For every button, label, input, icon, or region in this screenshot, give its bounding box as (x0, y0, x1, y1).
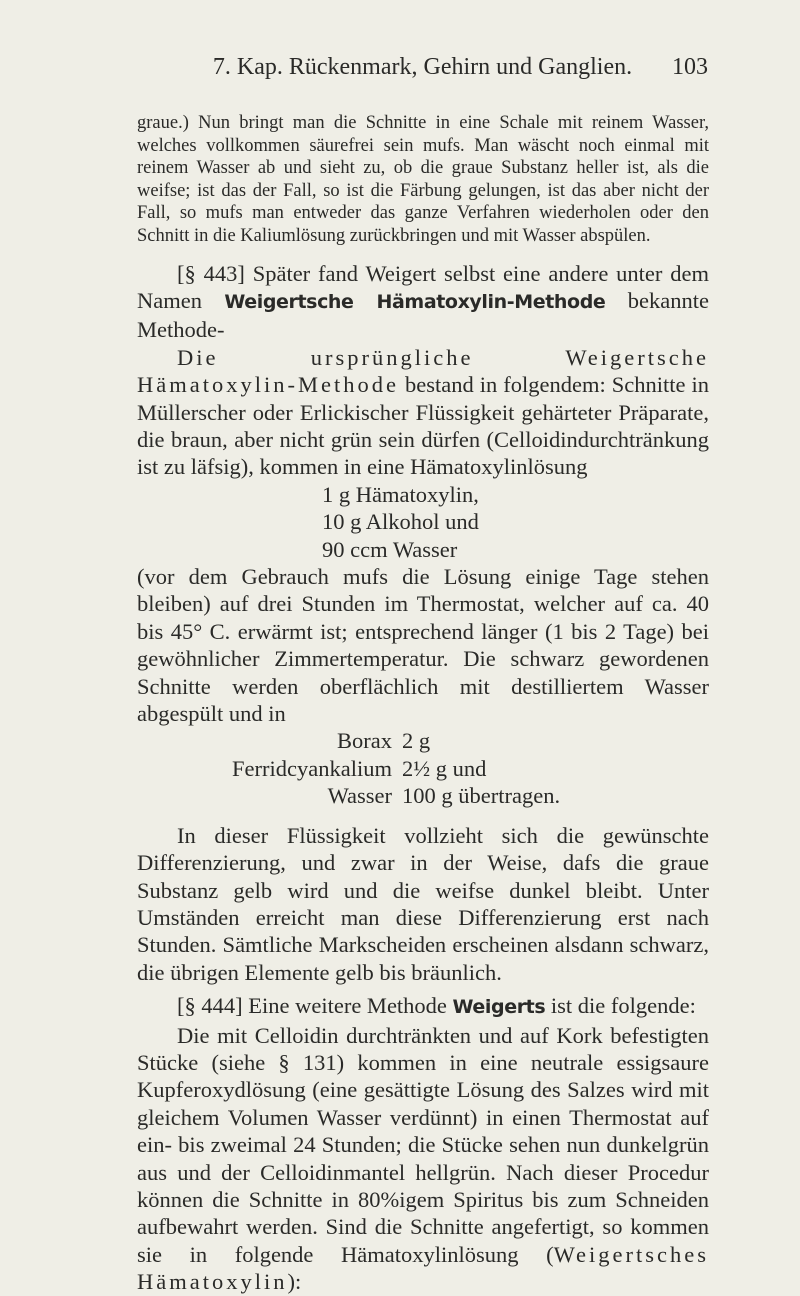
ingredient-name: Borax (337, 728, 392, 754)
paragraph-section-444 (137, 992, 709, 1021)
paragraph-text: bestand in folgendem: Schnitte in Müllerscher oder Erlickischer Flüssigkeit gehärteter Präparate, die braun, aber nicht grün sein dürfen (Celloidindurchtränkung ist zu läfsig), kommen in eine Hämatoxylinlösung (137, 372, 709, 480)
paragraph-text: Eine weitere Methode (242, 993, 453, 1019)
paragraph-continuation: graue.) Nun bringt man die Schnitte in eine Schale mit reinem Wasser, welches vollkommen säurefrei sein mufs. Man wäscht noch einmal mit reinem Wasser ab und sieht zu, ob die graue Substanz heller ist, als die weifse; ist das der Fall, so ist die Färbung gelungen, ist das aber nicht der Fall, so mufs man entweder das ganze Verfahren wiederholen oder den Schnitt in die Kaliumlösung zurückbringen und mit Wasser abspülen. (137, 113, 709, 246)
recipe-line: 90 ccm Wasser (322, 536, 458, 562)
recipe-hematoxylin (137, 481, 709, 563)
paragraph-text: ist die folgende: (545, 993, 696, 1019)
recipe-borax (137, 727, 709, 809)
method-name-spaced: Weigertsches Hämatoxylin (137, 1241, 709, 1295)
ingredient-amount: 2½ g und (402, 755, 487, 781)
running-header (137, 52, 708, 82)
paragraph-text: Die mit Celloidin durchtränkten und auf Kork befestigten Stücke (siehe § 131) kommen in eine neutrale essigsaure Kupferoxydlösung (eine gesättigte Lösung des Salzes wird mit gleichem Volumen Wasser verdünnt) in einen Thermostat auf ein- bis zweimal 24 Stunden; die Stücke sehen nun dunkelgrün aus und der Celloidinmantel hellgrün. Nach dieser Procedur können die Schnitte in 80%igem Spiritus bis zum Schneiden aufbewahrt werden. Sind die Schnitte angefertigt, so kommen sie in folgende Hämatoxylinlösung ( (137, 1022, 709, 1267)
recipe-line: 1 g Hämatoxylin, (322, 481, 479, 507)
page-body (137, 112, 709, 1296)
paragraph-original-method (137, 344, 709, 481)
recipe-line: 10 g Alkohol und (322, 509, 479, 535)
section-ref: [§ 444] (177, 993, 243, 1019)
paragraph-text: ): (287, 1269, 302, 1295)
ingredient-amount: 100 g übertragen. (402, 783, 561, 809)
ingredient-amount: 2 g (402, 728, 431, 754)
paragraph-procedure: (vor dem Gebrauch mufs die Lösung einige Tage stehen bleiben) auf drei Stunden im Thermostat, welcher auf ca. 40 bis 45° C. erwärmt ist; entsprechend länger (1 bis 2 Tage) bei gewöhnlicher Zimmertemperatur. Die schwarz gewordenen Schnitte werden oberflächlich mit destilliertem Wasser abgespült und in (137, 564, 709, 727)
method-name-spaced: Die ursprüngliche Weigertsche Hämatoxylin-Methode (137, 344, 709, 398)
paragraph-text: bekannte Methode- (137, 287, 709, 343)
recipe-line (137, 755, 709, 782)
paragraph-section-443 (137, 260, 709, 344)
section-ref: [§ 443] (177, 260, 245, 286)
recipe-line (137, 727, 709, 754)
recipe-line (137, 782, 709, 809)
paragraph-differentiation: In dieser Flüssigkeit vollzieht sich die gewünschte Differenzierung, und zwar in der Weise, dafs die graue Substanz gelb wird und die weifse dunkel bleibt. Unter Umständen erreicht man diese Differenzierung erst nach Stunden. Sämtliche Markscheiden erscheinen alsdann schwarz, die übrigen Elemente gelb bis bräunlich. (137, 822, 709, 985)
ingredient-name: Wasser (327, 783, 392, 809)
paragraph-celloidin (137, 1022, 709, 1296)
chapter-title: 7. Kap. Rückenmark, Gehirn und Ganglien. (212, 54, 633, 80)
method-name: Weigerts (452, 996, 546, 1019)
page-number: 103 (672, 54, 708, 80)
paragraph-text: Später fand Weigert selbst eine andere unter dem Namen (137, 260, 709, 313)
ingredient-name: Ferridcyankalium (232, 755, 392, 781)
method-name: Weigertsche Hämatoxylin-Methode (224, 290, 606, 313)
